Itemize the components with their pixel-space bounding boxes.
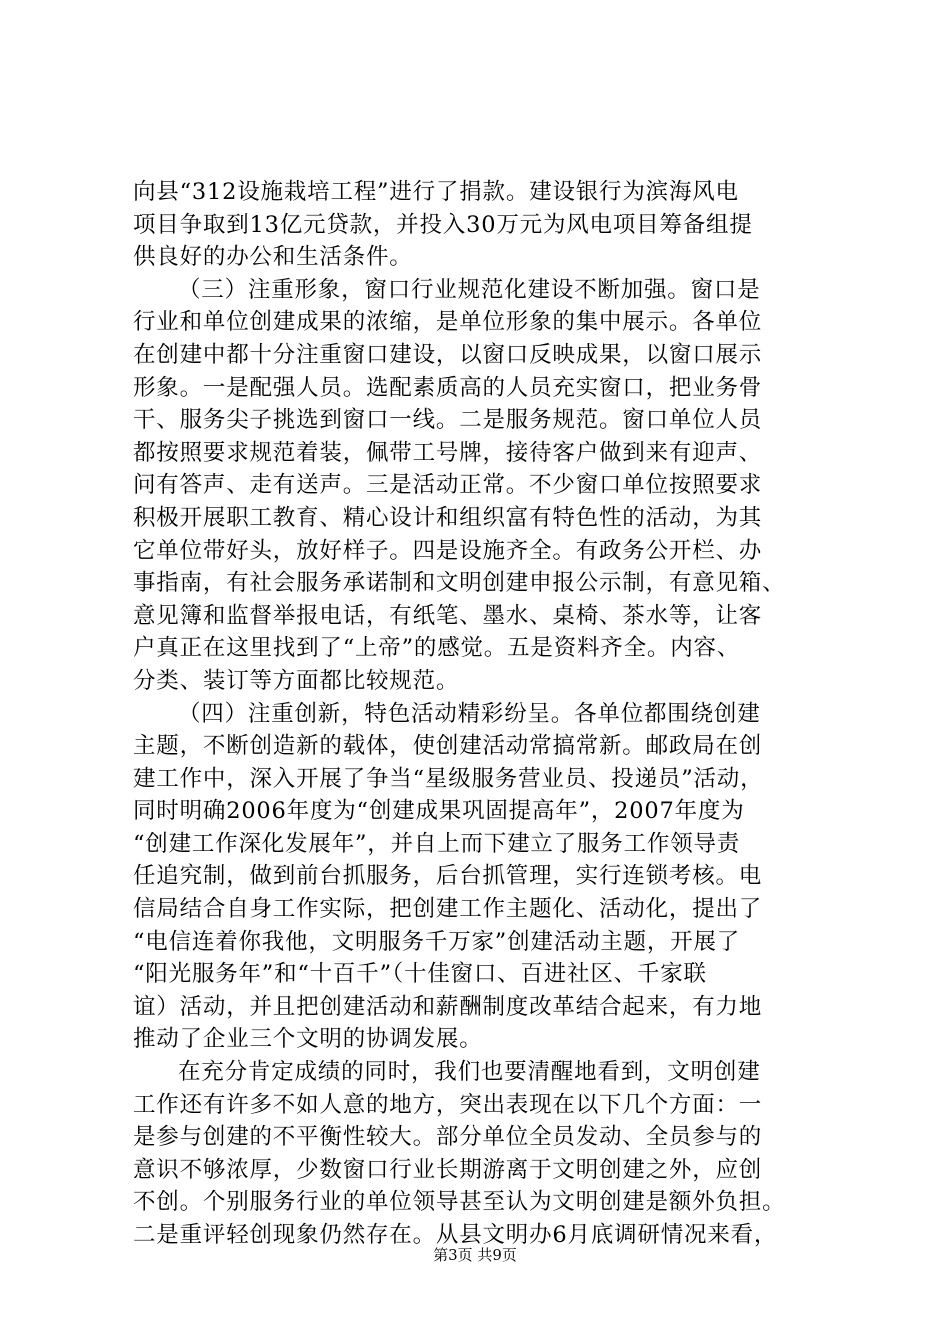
text-line: 信局结合自身工作实际，把创建工作主题化、活动化，提出了 [133, 896, 763, 923]
text-line: 推动了企业三个文明的协调发展。 [133, 1026, 483, 1053]
text-line: 项目争取到13亿元贷款，并投入30万元为风电项目筹备组提 [133, 211, 753, 238]
text-line: 谊）活动，并且把创建活动和薪酬制度改革结合起来，有力地 [133, 993, 763, 1020]
text-line: 不创。个别服务行业的单位领导甚至认为文明创建是额外负担。 [133, 1189, 786, 1216]
text-line: 二是重评轻创现象仍然存在。从县文明办6月底调研情况来看， [133, 1222, 778, 1248]
text-line: 在创建中都十分注重窗口建设，以窗口反映成果，以窗口展示 [133, 341, 763, 368]
text-line: 主题，不断创造新的载体，使创建活动常搞常新。邮政局在创 [133, 733, 763, 760]
text-line: 意识不够浓厚，少数窗口行业长期游离于文明创建之外，应创 [133, 1156, 763, 1183]
text-line: 是参与创建的不平衡性较大。部分单位全员发动、全员参与的 [133, 1124, 763, 1151]
text-line: 干、服务尖子挑选到窗口一线。二是服务规范。窗口单位人员 [133, 407, 763, 434]
text-line: 事指南，有社会服务承诺制和文明创建申报公示制，有意见箱、 [133, 570, 786, 597]
text-line: 向县“312设施栽培工程”进行了捐款。建设银行为滨海风电 [133, 179, 739, 205]
document-body [133, 176, 833, 1252]
text-line: 积极开展职工教育、精心设计和组织富有特色性的活动，为其 [133, 504, 763, 531]
section-heading-line: （四）注重创新，特色活动精彩纷呈。各单位都围绕创建 [178, 700, 761, 727]
text-line: 形象。一是配强人员。选配素质高的人员充实窗口，把业务骨 [133, 374, 763, 401]
page-number-footer: 第3页 共9页 [433, 1246, 517, 1264]
text-line: 工作还有许多不如人意的地方，突出表现在以下几个方面：一 [133, 1091, 763, 1118]
text-line: 行业和单位创建成果的浓缩，是单位形象的集中展示。各单位 [133, 309, 763, 336]
text-line: “阳光服务年”和“十百千”（十佳窗口、百进社区、千家联 [133, 961, 707, 988]
text-line: 问有答声、走有送声。三是活动正常。不少窗口单位按照要求 [133, 472, 763, 499]
section-heading-line: （三）注重形象，窗口行业规范化建设不断加强。窗口是 [178, 276, 761, 303]
text-line: 建工作中，深入开展了争当“星级服务营业员、投递员”活动， [133, 765, 764, 792]
text-line: 都按照要求规范着装，佩带工号牌，接待客户做到来有迎声、 [133, 439, 763, 466]
text-line: “电信连着你我他，文明服务千万家”创建活动主题，开展了 [133, 928, 741, 955]
text-line: 供良好的办公和生活条件。 [133, 244, 413, 271]
text-line: 同时明确2006年度为“创建成果巩固提高年”，2007年度为 [133, 798, 745, 825]
paragraph-start-line: 在充分肯定成绩的同时，我们也要清醒地看到，文明创建 [178, 1059, 761, 1086]
text-line: 意见簿和监督举报电话，有纸笔、墨水、桌椅、茶水等，让客 [133, 602, 763, 629]
text-line: 户真正在这里找到了“上帝”的感觉。五是资料齐全。内容、 [133, 635, 741, 662]
text-line: 任追究制，做到前台抓服务，后台抓管理，实行连锁考核。电 [133, 863, 763, 890]
text-line: 它单位带好头，放好样子。四是设施齐全。有政务公开栏、办 [133, 537, 763, 564]
text-line: 分类、装订等方面都比较规范。 [133, 667, 460, 694]
text-line: “创建工作深化发展年”，并自上而下建立了服务工作领导责 [133, 830, 741, 857]
